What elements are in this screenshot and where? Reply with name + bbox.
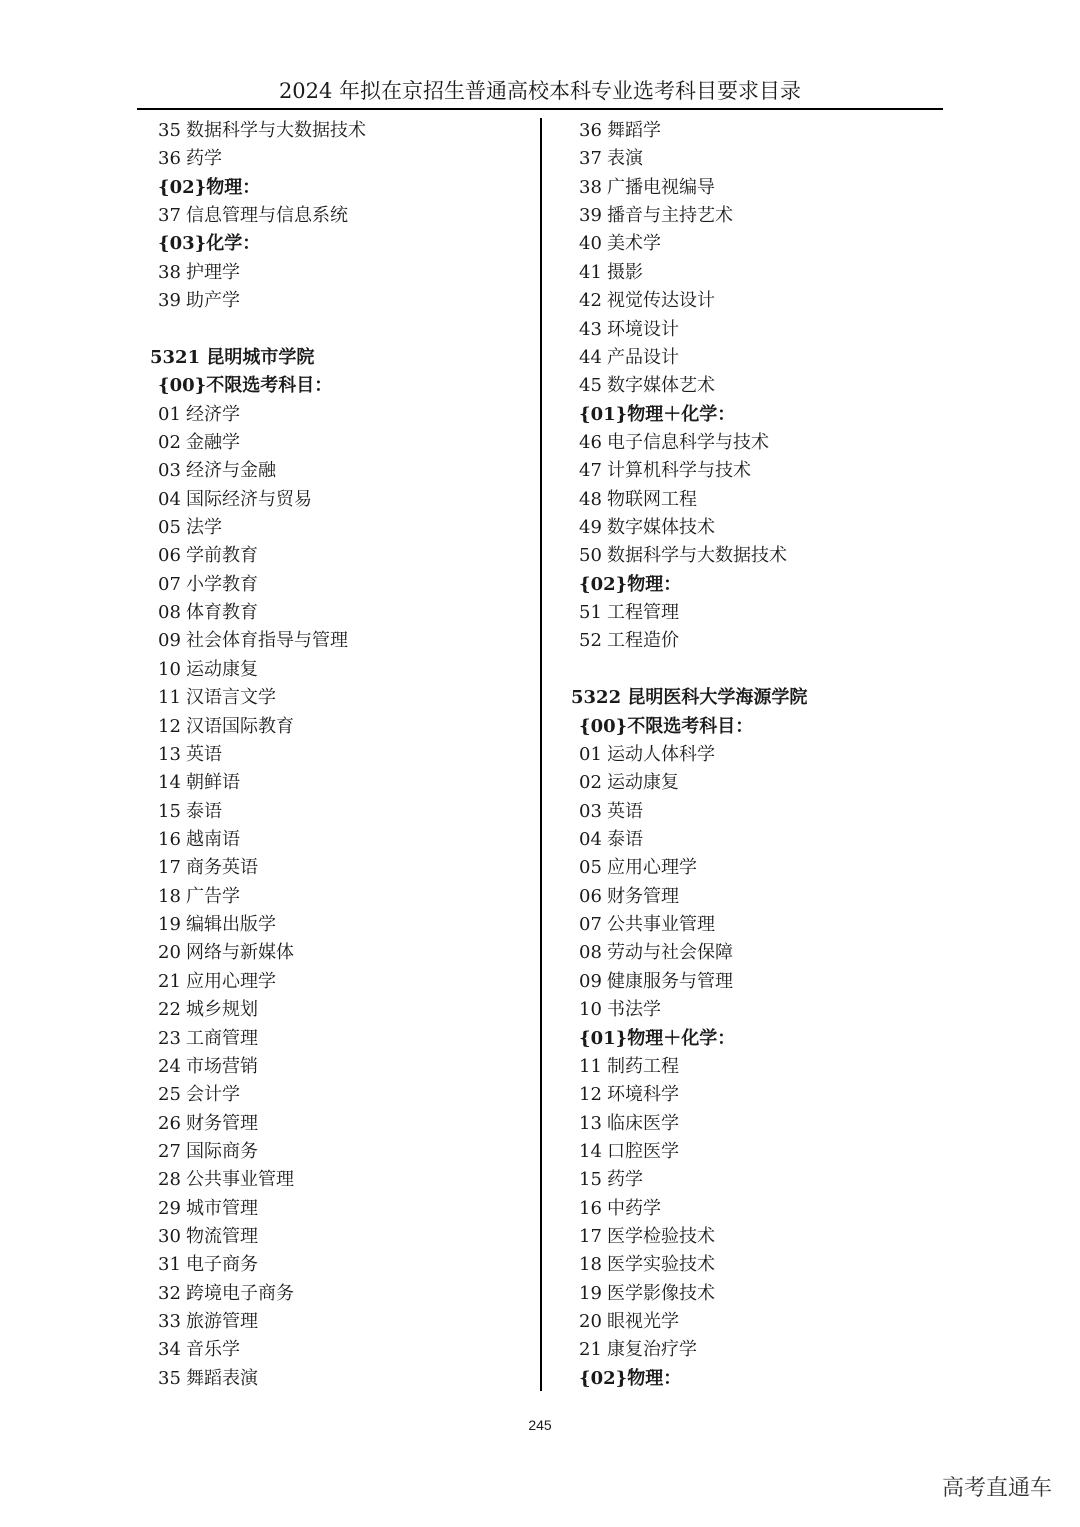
major-code: 37 bbox=[579, 148, 602, 170]
major-name: 数据科学与大数据技术 bbox=[607, 545, 787, 567]
major-code: 26 bbox=[158, 1112, 181, 1134]
major-item bbox=[150, 883, 530, 911]
subject-requirement-heading: {00}不限选考科目： bbox=[579, 715, 754, 737]
major-item bbox=[150, 1138, 530, 1166]
major-name: 运动人体科学 bbox=[607, 743, 715, 765]
major-item bbox=[150, 798, 530, 826]
major-name: 财务管理 bbox=[607, 885, 679, 907]
major-name: 城乡规划 bbox=[186, 999, 258, 1021]
major-code: 18 bbox=[158, 885, 181, 907]
major-item bbox=[150, 486, 530, 514]
major-item bbox=[150, 1365, 530, 1393]
major-item bbox=[571, 344, 951, 372]
major-name: 表演 bbox=[607, 148, 643, 170]
major-item bbox=[571, 1081, 951, 1109]
major-item bbox=[571, 798, 951, 826]
major-code: 51 bbox=[579, 602, 602, 624]
major-item bbox=[150, 1081, 530, 1109]
major-item bbox=[571, 287, 951, 315]
major-item bbox=[150, 769, 530, 797]
major-name: 数字媒体技术 bbox=[607, 517, 715, 539]
major-code: 21 bbox=[579, 1339, 602, 1361]
major-item bbox=[571, 854, 951, 882]
major-code: 01 bbox=[579, 743, 602, 765]
major-code: 44 bbox=[579, 346, 602, 368]
major-code: 32 bbox=[158, 1282, 181, 1304]
major-item bbox=[571, 599, 951, 627]
page-title: 2024 年拟在京招生普通高校本科专业选考科目要求目录 bbox=[278, 79, 802, 103]
major-item bbox=[571, 316, 951, 344]
major-name: 汉语言文学 bbox=[186, 687, 276, 709]
major-name: 环境科学 bbox=[607, 1084, 679, 1106]
major-name: 物联网工程 bbox=[607, 488, 697, 510]
subject-requirement-heading: {03}化学： bbox=[158, 233, 261, 255]
major-item bbox=[571, 230, 951, 258]
major-name: 经济学 bbox=[186, 403, 240, 425]
major-name: 财务管理 bbox=[186, 1112, 258, 1134]
major-item bbox=[571, 145, 951, 173]
major-name: 中药学 bbox=[607, 1197, 661, 1219]
major-name: 临床医学 bbox=[607, 1112, 679, 1134]
major-code: 39 bbox=[158, 290, 181, 312]
major-code: 15 bbox=[579, 1169, 602, 1191]
major-item bbox=[571, 202, 951, 230]
major-code: 16 bbox=[579, 1197, 602, 1219]
major-name: 助产学 bbox=[186, 290, 240, 312]
major-name: 国际经济与贸易 bbox=[186, 488, 312, 510]
major-name: 工商管理 bbox=[186, 1027, 258, 1049]
major-item bbox=[571, 486, 951, 514]
major-name: 网络与新媒体 bbox=[186, 942, 294, 964]
major-item bbox=[150, 1110, 530, 1138]
major-code: 24 bbox=[158, 1055, 181, 1077]
major-code: 04 bbox=[158, 488, 181, 510]
page-header bbox=[137, 76, 943, 110]
major-code: 09 bbox=[579, 970, 602, 992]
major-item bbox=[150, 939, 530, 967]
major-item bbox=[150, 571, 530, 599]
major-name: 制药工程 bbox=[607, 1055, 679, 1077]
major-item bbox=[571, 372, 951, 400]
major-item bbox=[571, 1280, 951, 1308]
major-code: 29 bbox=[158, 1197, 181, 1219]
major-name: 环境设计 bbox=[607, 318, 679, 340]
major-item bbox=[150, 429, 530, 457]
major-code: 30 bbox=[158, 1226, 181, 1248]
major-code: 35 bbox=[158, 1367, 181, 1389]
major-code: 03 bbox=[158, 460, 181, 482]
school-heading: 5321 昆明城市学院 bbox=[150, 346, 315, 368]
major-name: 泰语 bbox=[607, 828, 643, 850]
major-code: 25 bbox=[158, 1084, 181, 1106]
major-name: 运动康复 bbox=[186, 658, 258, 680]
major-name: 学前教育 bbox=[186, 545, 258, 567]
major-item bbox=[150, 457, 530, 485]
major-name: 健康服务与管理 bbox=[607, 970, 733, 992]
major-item bbox=[150, 514, 530, 542]
major-item bbox=[571, 1138, 951, 1166]
subject-requirement-heading: {00}不限选考科目： bbox=[158, 375, 333, 397]
major-code: 07 bbox=[579, 914, 602, 936]
subject-requirement-heading: {01}物理＋化学： bbox=[579, 1027, 736, 1049]
major-item bbox=[571, 1195, 951, 1223]
major-name: 舞蹈学 bbox=[607, 120, 661, 141]
major-code: 01 bbox=[158, 403, 181, 425]
major-code: 08 bbox=[579, 942, 602, 964]
major-name: 旅游管理 bbox=[186, 1311, 258, 1333]
major-code: 14 bbox=[158, 772, 181, 794]
major-name: 书法学 bbox=[607, 999, 661, 1021]
major-name: 数据科学与大数据技术 bbox=[186, 120, 366, 141]
major-code: 35 bbox=[158, 120, 181, 141]
major-name: 经济与金融 bbox=[186, 460, 276, 482]
major-item bbox=[150, 1025, 530, 1053]
major-code: 05 bbox=[158, 517, 181, 539]
major-item bbox=[571, 1053, 951, 1081]
major-code: 02 bbox=[158, 431, 181, 453]
subject-requirement-heading: {02}物理： bbox=[158, 176, 261, 198]
spacer bbox=[571, 656, 951, 684]
major-code: 10 bbox=[158, 658, 181, 680]
major-name: 产品设计 bbox=[607, 346, 679, 368]
major-name: 公共事业管理 bbox=[186, 1169, 294, 1191]
major-item bbox=[150, 911, 530, 939]
major-item bbox=[571, 968, 951, 996]
major-code: 07 bbox=[158, 573, 181, 595]
page-number: 245 bbox=[528, 1417, 552, 1433]
major-item bbox=[571, 627, 951, 655]
major-item bbox=[571, 911, 951, 939]
major-code: 40 bbox=[579, 233, 602, 255]
major-code: 38 bbox=[579, 176, 602, 198]
major-name: 公共事业管理 bbox=[607, 914, 715, 936]
major-name: 越南语 bbox=[186, 828, 240, 850]
major-item bbox=[571, 457, 951, 485]
major-code: 17 bbox=[158, 857, 181, 879]
major-name: 药学 bbox=[607, 1169, 643, 1191]
major-item bbox=[571, 996, 951, 1024]
major-code: 36 bbox=[158, 148, 181, 170]
major-code: 20 bbox=[579, 1311, 602, 1333]
major-code: 05 bbox=[579, 857, 602, 879]
major-name: 音乐学 bbox=[186, 1339, 240, 1361]
major-item bbox=[150, 741, 530, 769]
major-name: 摄影 bbox=[607, 261, 643, 283]
major-code: 36 bbox=[579, 120, 602, 141]
major-name: 应用心理学 bbox=[607, 857, 697, 879]
major-item bbox=[150, 145, 530, 173]
major-code: 18 bbox=[579, 1254, 602, 1276]
school-heading: 5322 昆明医科大学海源学院 bbox=[571, 687, 808, 709]
major-item bbox=[571, 1336, 951, 1364]
major-item bbox=[150, 826, 530, 854]
major-name: 计算机科学与技术 bbox=[607, 460, 751, 482]
major-code: 08 bbox=[158, 602, 181, 624]
right-column bbox=[571, 117, 951, 1393]
major-name: 城市管理 bbox=[186, 1197, 258, 1219]
major-item bbox=[150, 656, 530, 684]
major-name: 市场营销 bbox=[186, 1055, 258, 1077]
major-code: 12 bbox=[579, 1084, 602, 1106]
major-item bbox=[150, 713, 530, 741]
major-code: 19 bbox=[579, 1282, 602, 1304]
major-name: 法学 bbox=[186, 517, 222, 539]
major-item bbox=[571, 883, 951, 911]
major-item bbox=[150, 996, 530, 1024]
major-name: 口腔医学 bbox=[607, 1140, 679, 1162]
major-name: 广播电视编导 bbox=[607, 176, 715, 198]
major-code: 15 bbox=[158, 800, 181, 822]
column-divider bbox=[540, 118, 542, 1391]
major-item bbox=[150, 968, 530, 996]
major-item bbox=[150, 1336, 530, 1364]
major-code: 11 bbox=[158, 687, 181, 709]
major-code: 48 bbox=[579, 488, 602, 510]
major-name: 社会体育指导与管理 bbox=[186, 630, 348, 652]
major-item bbox=[571, 117, 951, 145]
major-name: 数字媒体艺术 bbox=[607, 375, 715, 397]
major-item bbox=[571, 741, 951, 769]
subject-requirement-heading: {01}物理＋化学： bbox=[579, 403, 736, 425]
major-name: 金融学 bbox=[186, 431, 240, 453]
major-code: 42 bbox=[579, 290, 602, 312]
major-name: 跨境电子商务 bbox=[186, 1282, 294, 1304]
major-name: 商务英语 bbox=[186, 857, 258, 879]
left-column bbox=[150, 117, 530, 1393]
major-name: 广告学 bbox=[186, 885, 240, 907]
major-code: 31 bbox=[158, 1254, 181, 1276]
major-name: 护理学 bbox=[186, 261, 240, 283]
major-code: 47 bbox=[579, 460, 602, 482]
major-item bbox=[150, 1166, 530, 1194]
major-name: 播音与主持艺术 bbox=[607, 205, 733, 227]
major-code: 41 bbox=[579, 261, 602, 283]
major-name: 电子商务 bbox=[186, 1254, 258, 1276]
major-code: 22 bbox=[158, 999, 181, 1021]
major-item bbox=[150, 202, 530, 230]
major-code: 27 bbox=[158, 1140, 181, 1162]
major-item bbox=[571, 1223, 951, 1251]
major-code: 10 bbox=[579, 999, 602, 1021]
major-code: 52 bbox=[579, 630, 602, 652]
major-item bbox=[150, 1195, 530, 1223]
major-code: 06 bbox=[579, 885, 602, 907]
major-item bbox=[571, 826, 951, 854]
major-code: 20 bbox=[158, 942, 181, 964]
major-item bbox=[150, 854, 530, 882]
major-name: 小学教育 bbox=[186, 573, 258, 595]
major-name: 国际商务 bbox=[186, 1140, 258, 1162]
major-item bbox=[150, 1251, 530, 1279]
major-code: 02 bbox=[579, 772, 602, 794]
major-name: 编辑出版学 bbox=[186, 914, 276, 936]
major-name: 医学实验技术 bbox=[607, 1254, 715, 1276]
major-code: 34 bbox=[158, 1339, 181, 1361]
major-code: 06 bbox=[158, 545, 181, 567]
major-item bbox=[571, 1308, 951, 1336]
major-code: 37 bbox=[158, 205, 181, 227]
major-item bbox=[150, 1308, 530, 1336]
major-code: 13 bbox=[158, 743, 181, 765]
major-item bbox=[571, 259, 951, 287]
major-item bbox=[571, 939, 951, 967]
major-name: 朝鲜语 bbox=[186, 772, 240, 794]
major-name: 舞蹈表演 bbox=[186, 1367, 258, 1389]
major-name: 康复治疗学 bbox=[607, 1339, 697, 1361]
major-name: 信息管理与信息系统 bbox=[186, 205, 348, 227]
major-name: 药学 bbox=[186, 148, 222, 170]
major-code: 43 bbox=[579, 318, 602, 340]
major-code: 11 bbox=[579, 1055, 602, 1077]
major-code: 21 bbox=[158, 970, 181, 992]
major-item bbox=[150, 1223, 530, 1251]
major-item bbox=[571, 1251, 951, 1279]
major-code: 17 bbox=[579, 1226, 602, 1248]
major-item bbox=[150, 627, 530, 655]
major-code: 45 bbox=[579, 375, 602, 397]
major-name: 美术学 bbox=[607, 233, 661, 255]
major-name: 物流管理 bbox=[186, 1226, 258, 1248]
major-code: 03 bbox=[579, 800, 602, 822]
major-code: 28 bbox=[158, 1169, 181, 1191]
major-item bbox=[571, 174, 951, 202]
major-name: 视觉传达设计 bbox=[607, 290, 715, 312]
major-code: 49 bbox=[579, 517, 602, 539]
subject-requirement-heading: {02}物理： bbox=[579, 1367, 682, 1389]
major-name: 汉语国际教育 bbox=[186, 715, 294, 737]
major-name: 运动康复 bbox=[607, 772, 679, 794]
major-code: 13 bbox=[579, 1112, 602, 1134]
major-name: 会计学 bbox=[186, 1084, 240, 1106]
major-name: 泰语 bbox=[186, 800, 222, 822]
major-code: 23 bbox=[158, 1027, 181, 1049]
major-item bbox=[150, 542, 530, 570]
major-code: 46 bbox=[579, 431, 602, 453]
major-name: 体育教育 bbox=[186, 602, 258, 624]
major-code: 39 bbox=[579, 205, 602, 227]
major-name: 英语 bbox=[186, 743, 222, 765]
watermark: 高考直通车 bbox=[941, 1476, 1052, 1501]
major-name: 应用心理学 bbox=[186, 970, 276, 992]
major-item bbox=[571, 769, 951, 797]
major-item bbox=[150, 117, 530, 145]
major-item bbox=[150, 287, 530, 315]
major-item bbox=[150, 401, 530, 429]
major-name: 医学检验技术 bbox=[607, 1226, 715, 1248]
spacer bbox=[150, 316, 530, 344]
major-code: 04 bbox=[579, 828, 602, 850]
major-code: 38 bbox=[158, 261, 181, 283]
major-name: 医学影像技术 bbox=[607, 1282, 715, 1304]
major-code: 16 bbox=[158, 828, 181, 850]
major-item bbox=[571, 1110, 951, 1138]
major-item bbox=[571, 542, 951, 570]
major-name: 电子信息科学与技术 bbox=[607, 431, 769, 453]
major-item bbox=[150, 1280, 530, 1308]
major-item bbox=[571, 1166, 951, 1194]
major-code: 09 bbox=[158, 630, 181, 652]
major-code: 33 bbox=[158, 1311, 181, 1333]
major-code: 50 bbox=[579, 545, 602, 567]
major-item bbox=[150, 684, 530, 712]
major-name: 工程造价 bbox=[607, 630, 679, 652]
major-item bbox=[571, 514, 951, 542]
major-item bbox=[150, 599, 530, 627]
major-code: 12 bbox=[158, 715, 181, 737]
major-name: 劳动与社会保障 bbox=[607, 942, 733, 964]
major-item bbox=[150, 259, 530, 287]
subject-requirement-heading: {02}物理： bbox=[579, 573, 682, 595]
major-item bbox=[571, 429, 951, 457]
major-item bbox=[150, 1053, 530, 1081]
major-name: 英语 bbox=[607, 800, 643, 822]
major-code: 14 bbox=[579, 1140, 602, 1162]
major-name: 眼视光学 bbox=[607, 1311, 679, 1333]
major-code: 19 bbox=[158, 914, 181, 936]
major-name: 工程管理 bbox=[607, 602, 679, 624]
